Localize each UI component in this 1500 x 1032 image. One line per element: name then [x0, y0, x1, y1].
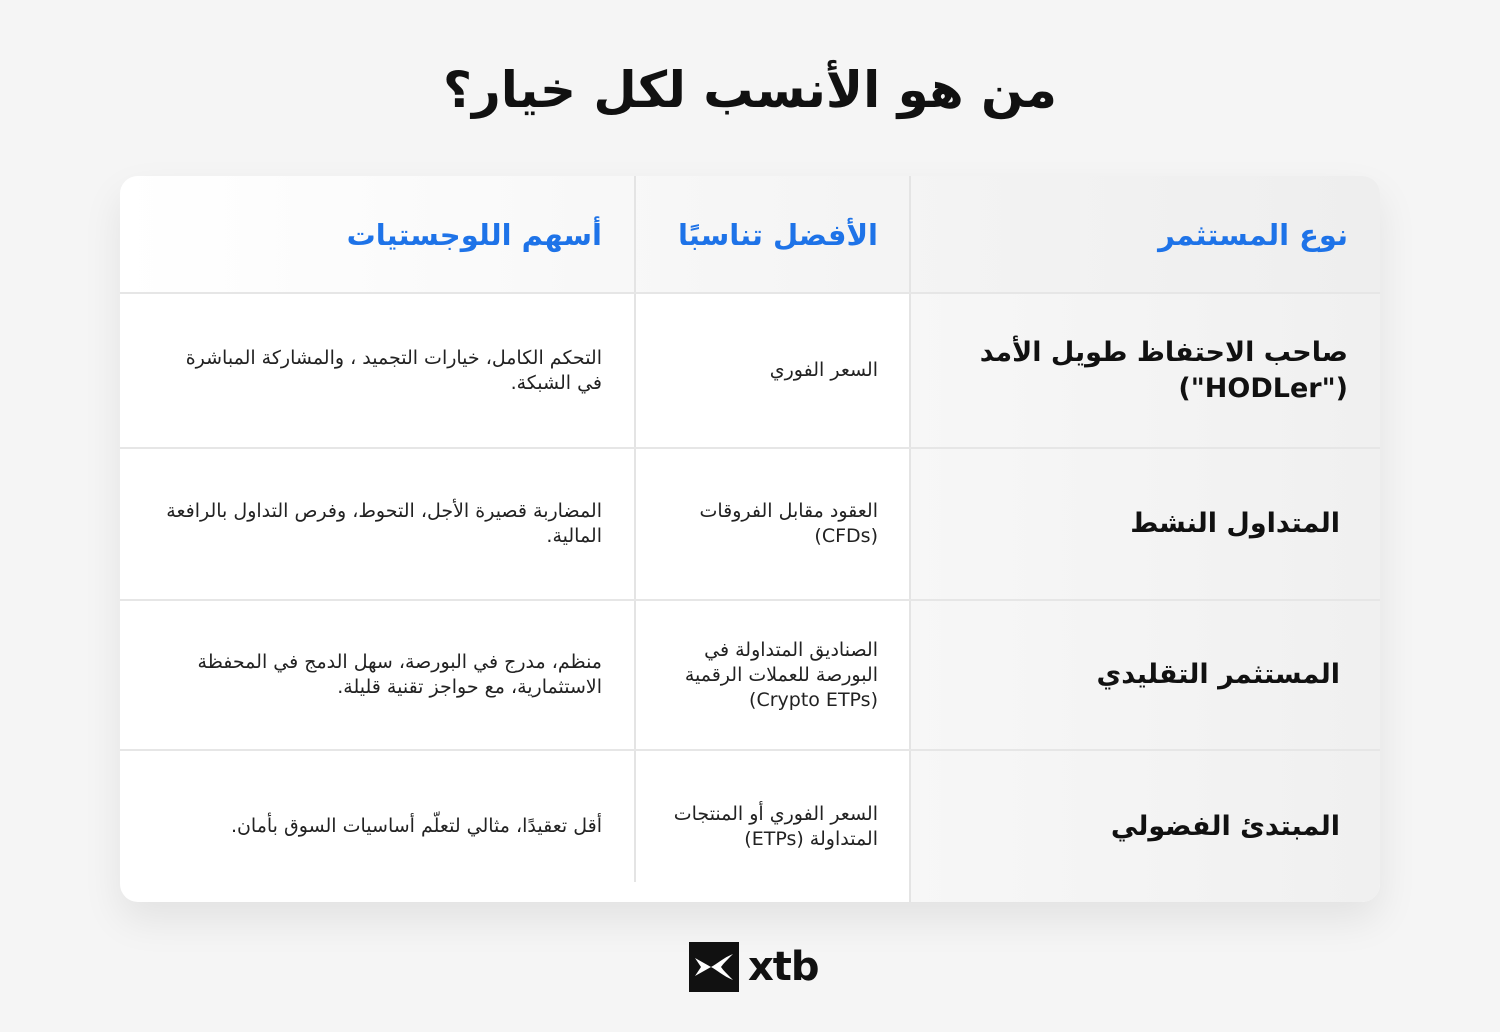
- page-title: من هو الأنسب لكل خيار؟: [442, 61, 1058, 119]
- row-1-investor-type: صاحب الاحتفاظ طويل الأمد ("HODLer"): [979, 336, 1348, 404]
- row-2-logistics: المضاربة قصيرة الأجل، التحوط، وفرص التداول بالرافعة المالية.: [166, 500, 602, 547]
- row-2-best-fit: العقود مقابل الفروقات (CFDs): [699, 500, 878, 547]
- row-1-logistics: التحكم الكامل، خيارات التجميد ، والمشاركة المباشرة في الشبكة.: [185, 346, 602, 394]
- row-4-best-fit: السعر الفوري أو المنتجات المتداولة (ETPs): [673, 802, 878, 850]
- comparison-table: [120, 176, 1380, 902]
- xtb-logo-icon: [689, 942, 739, 992]
- row-3-investor-type: المستثمر التقليدي: [1096, 659, 1340, 690]
- header-logistics: أسهم اللوجستيات: [346, 217, 602, 252]
- row-2-investor-type: المتداول النشط: [1130, 508, 1340, 539]
- row-3-logistics: منظم، مدرج في البورصة، سهل الدمج في المحفظة الاستثمارية، مع حواجز تقنية قليلة.: [197, 651, 602, 698]
- row-3-best-fit: الصناديق المتداولة في البورصة للعملات الرقمية (Crypto ETPs): [684, 638, 878, 711]
- row-4-logistics: أقل تعقيدًا، مثالي لتعلّم أساسيات السوق بأمان.: [230, 815, 602, 837]
- row-4-investor-type: المبتدئ الفضولي: [1110, 810, 1340, 842]
- column-divider: [909, 176, 911, 902]
- header-best-fit: الأفضل تناسبًا: [678, 217, 878, 252]
- header-investor-type: نوع المستثمر: [1158, 217, 1348, 252]
- row-1-best-fit: السعر الفوري: [769, 359, 878, 381]
- brand-name: xtb: [748, 944, 819, 990]
- xtb-logo: [689, 942, 819, 992]
- column-divider: [634, 176, 636, 882]
